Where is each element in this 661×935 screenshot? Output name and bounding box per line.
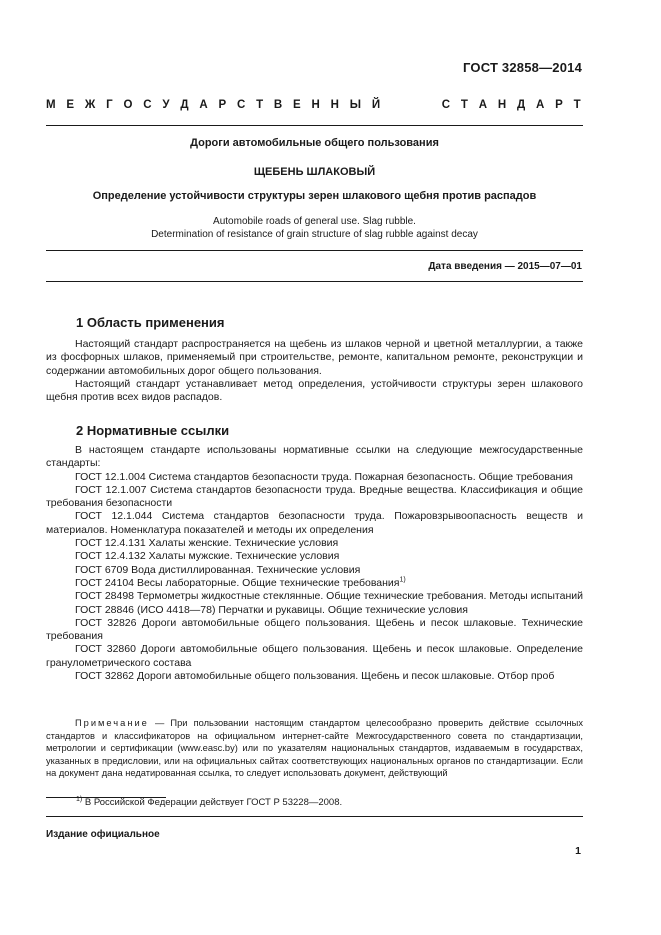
reference-item [46,590,583,603]
reference-text: ГОСТ 28846 (ИСО 4418—78) Перчатки и рукавицы. Общие технические условия [75,603,468,616]
banner-letter: Е [293,99,301,111]
intro-date: Дата введения — 2015—07—01 [428,261,582,272]
reference-item [46,670,583,683]
banner-letter: В [273,99,283,111]
reference-text: ГОСТ 12.4.131 Халаты женские. Технические условия [75,537,339,550]
banner-letter: С [143,99,152,111]
banner-gap [391,99,431,111]
banner-letter: Т [460,99,468,111]
banner-letter: Е [66,99,75,111]
banner-letter: О [123,99,133,111]
note-paragraph [46,717,583,780]
banner-letter: С [441,99,451,111]
banner-letter: Р [555,99,563,111]
reference-item [46,577,583,590]
reference-text: ГОСТ 12.4.132 Халаты мужские. Технические условия [75,550,340,563]
section1-paragraph2: Настоящий стандарт устанавливает метод определения, устойчивости структуры зерен шлакового щебня против всех видов распадов. [46,377,583,404]
banner-letter: У [162,99,170,111]
section2-heading: 2 Нормативные ссылки [76,423,230,438]
banner-letter: Г [106,99,113,111]
banner-letter: А [199,99,208,111]
reference-item [46,564,583,577]
banner-letter: Д [180,99,189,111]
title-english [46,215,583,241]
section2-body [46,444,583,683]
note-text: — При пользовании настоящим стандартом целесообразно проверить действие ссылочных стандартов и классификаторов на официальном интернет-сайте Межгосударственного совета по стандартизации, метрологии и сертификации (www.easc.by) или по указателям национальных стандартов, издаваемым в государствах, указанных в предисловии, или на официальных сайтах соответствующих национальных органов по стандартизации. Если на документ дана недатированная ссылка, то следует использовать документ, действующий [46,718,583,778]
footnote [76,797,342,808]
reference-item [46,550,583,563]
reference-item [46,604,583,617]
banner-letter: Ж [84,99,96,111]
title-roads: Дороги автомобильные общего пользования [190,137,439,149]
reference-item [46,537,583,550]
page-number: 1 [575,845,581,857]
reference-item [46,510,583,537]
reference-footnote-mark: 1) [399,576,406,584]
banner-letter: А [478,99,488,111]
reference-text: ГОСТ 32862 Дороги автомобильные общего пользования. Щебень и песок шлаковые. Отбор проб [75,670,555,683]
banner-letter: Н [311,99,320,111]
gost-number: ГОСТ 32858—2014 [463,60,582,75]
banner-letter: Р [218,99,227,111]
reference-item [46,484,583,511]
section1-heading: 1 Область применения [76,315,225,330]
footer-rule [46,816,583,817]
banner-letter: С [236,99,246,111]
header-rule [46,125,583,126]
reference-item [46,643,583,670]
reference-text: ГОСТ 12.1.007 Система стандартов безопасности труда. Вредные вещества. Классификация и общие требования безопасности [46,483,583,510]
section2-intro: В настоящем стандарте использованы нормативные ссылки на следующие межгосударственные стандарты: [46,444,583,470]
reference-list [46,471,583,684]
title-rubble: ЩЕБЕНЬ ШЛАКОВЫЙ [253,166,376,178]
reference-text: ГОСТ 28498 Термометры жидкостные стеклянные. Общие технические требования. Методы испытаний [75,590,583,603]
banner-letter: Н [330,99,339,111]
interstate-standard-banner [46,99,581,111]
title-english-line1: Automobile roads of general use. Slag rubble. [213,216,416,227]
reference-item [46,471,583,484]
section1-paragraph1: Настоящий стандарт распространяется на щебень из шлаков черной и цветной металлургии, а также из фосфорных шлаков, применяемый при строительстве, ремонте, капитальном ремонте, реконструкции и содержании автомобильных дорог общего пользования. [46,338,583,377]
reference-text: ГОСТ 32826 Дороги автомобильные общего пользования. Щебень и песок шлаковые. Технические требования [46,616,583,643]
reference-text: ГОСТ 12.1.004 Система стандартов безопасности труда. Пожарная безопасность. Общие требования [75,470,573,483]
reference-text: ГОСТ 32860 Дороги автомобильные общего пользования. Щебень и песок шлаковые. Определение гранулометрического состава [46,643,583,669]
reference-item [46,617,583,644]
footnote-mark: 1) [76,795,83,803]
title-english-line2: Determination of resistance of grain structure of slag rubble against decay [151,229,478,240]
banner-letter: Ы [349,99,362,111]
reference-text: ГОСТ 24104 Весы лабораторные. Общие технические требования [75,576,400,589]
reference-text: ГОСТ 6709 Вода дистиллированная. Технические условия [75,563,361,576]
banner-letter: Т [573,99,581,111]
banner-letter: Д [516,99,526,111]
footnote-text: В Российской Федерации действует ГОСТ Р 53228—2008. [82,797,343,808]
section1-body [46,338,583,404]
banner-letter: Й [371,99,381,111]
official-edition: Издание официальное [46,829,160,840]
banner-letter: Т [256,99,264,111]
reference-text: ГОСТ 12.1.044 Система стандартов безопасности труда. Пожаровзрывоопасность веществ и материалов. Номенклатура показателей и методы их определения [46,510,583,536]
date-rule [46,281,583,282]
banner-letter: Н [497,99,507,111]
banner-letter: М [46,99,56,111]
title-method: Определение устойчивости структуры зерен шлакового щебня против распадов [92,190,537,202]
title-rule [46,250,583,251]
note-label: Примечание [75,718,149,728]
note-block [46,717,583,780]
banner-letter: А [535,99,545,111]
